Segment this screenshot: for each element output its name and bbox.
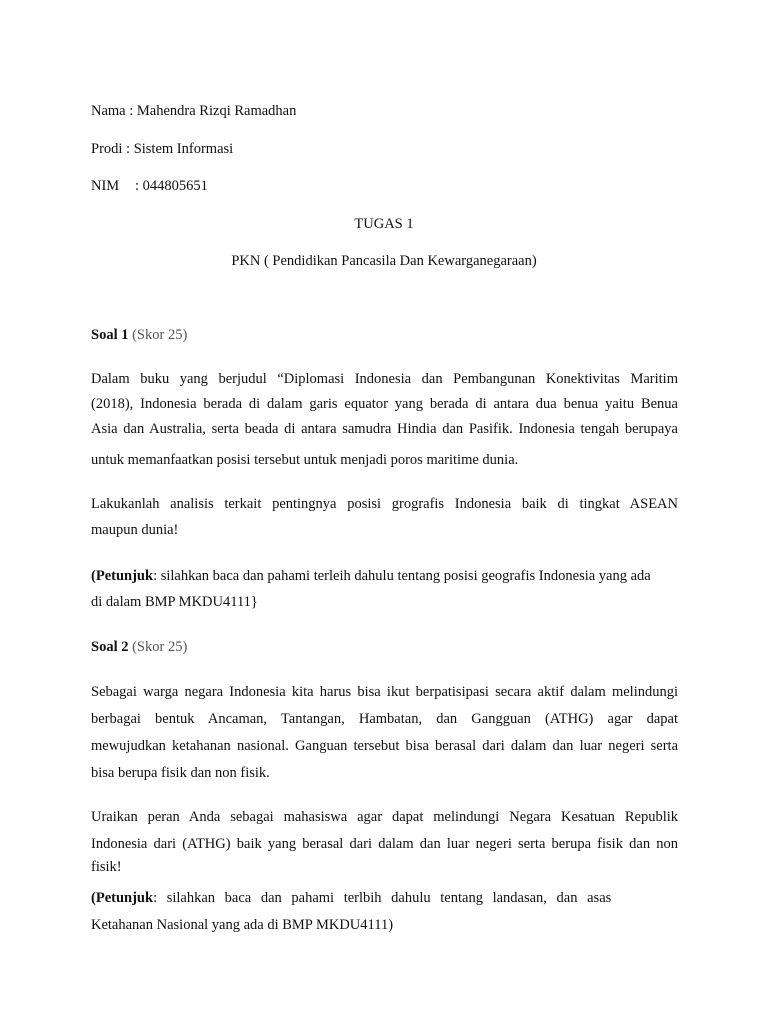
hint-line: Ketahanan Nasional yang ada di BMP MKDU4111) xyxy=(91,917,394,933)
hint-open-paren: ( xyxy=(91,568,96,584)
assignment-title: TUGAS 1 xyxy=(354,216,414,232)
paragraph-line: bisa berupa fisik dan non fisik. xyxy=(91,765,270,781)
course-title: PKN ( Pendidikan Pancasila Dan Kewarganegaraan) xyxy=(231,253,537,269)
paragraph-line: (2018), Indonesia berada di dalam garis equator yang berada di antara dua benua yaitu Benua xyxy=(91,396,678,412)
paragraph-line: Lakukanlah analisis terkait pentingnya posisi grografis Indonesia baik di tingkat ASEAN xyxy=(91,496,678,512)
hint-line xyxy=(91,889,678,907)
hint-line xyxy=(91,567,678,585)
nim-label: NIM xyxy=(91,178,120,194)
paragraph-line: Uraikan peran Anda sebagai mahasiswa agar dapat melindungi Negara Kesatuan Republik xyxy=(91,809,678,825)
soal2-hint xyxy=(91,889,678,934)
paragraph-line: fisik! xyxy=(91,859,122,875)
soal1-score: (Skor 25) xyxy=(132,327,188,343)
nim-value: : 044805651 xyxy=(135,178,208,194)
paragraph-line: mewujudkan ketahanan nasional. Ganguan tersebut bisa berasal dari dalam dan luar negeri serta xyxy=(91,738,678,754)
paragraph-line: untuk memanfaatkan posisi tersebut untuk menjadi poros maritime dunia. xyxy=(91,452,519,468)
paragraph-line: Indonesia dari (ATHG) baik yang berasal dari dalam dan luar negeri serta berupa fisik dan non xyxy=(91,836,678,852)
hint-label: Petunjuk xyxy=(95,568,154,584)
soal2-label: Soal 2 xyxy=(91,639,129,655)
paragraph-line: Asia dan Australia, serta beada di antara samudra Hindia dan Pasifik. Indonesia tengah berupaya xyxy=(91,421,678,437)
paragraph-line: Dalam buku yang berjudul “Diplomasi Indonesia dan Pembangunan Konektivitas Maritim xyxy=(91,371,678,387)
student-name: Nama : Mahendra Rizqi Ramadhan xyxy=(91,103,297,119)
soal1-label: Soal 1 xyxy=(91,327,129,343)
hint-text: : silahkan baca dan pahami terlbih dahulu tentang landasan, dan asas xyxy=(153,890,612,906)
soal1-paragraph-2 xyxy=(91,495,678,539)
soal2-heading xyxy=(91,638,187,656)
soal1-hint xyxy=(91,567,678,611)
soal2-paragraph-2 xyxy=(91,808,678,876)
student-id xyxy=(91,177,208,195)
study-program: Prodi : Sistem Informasi xyxy=(91,141,234,157)
soal1-paragraph-1 xyxy=(91,370,678,469)
soal1-heading xyxy=(91,326,187,344)
paragraph-line: maupun dunia! xyxy=(91,522,179,538)
hint-open-paren: ( xyxy=(91,890,96,906)
soal2-paragraph-1 xyxy=(91,683,678,782)
hint-text: : silahkan baca dan pahami terleih dahulu tentang posisi geografis Indonesia yang ada xyxy=(153,568,651,584)
paragraph-line: Sebagai warga negara Indonesia kita harus bisa ikut berpatisipasi secara aktif dalam melindungi xyxy=(91,684,678,700)
paragraph-line: berbagai bentuk Ancaman, Tantangan, Hambatan, dan Gangguan (ATHG) agar dapat xyxy=(91,711,678,727)
hint-line: di dalam BMP MKDU4111} xyxy=(91,594,258,610)
hint-label: Petunjuk xyxy=(95,890,154,906)
soal2-score: (Skor 25) xyxy=(132,639,188,655)
